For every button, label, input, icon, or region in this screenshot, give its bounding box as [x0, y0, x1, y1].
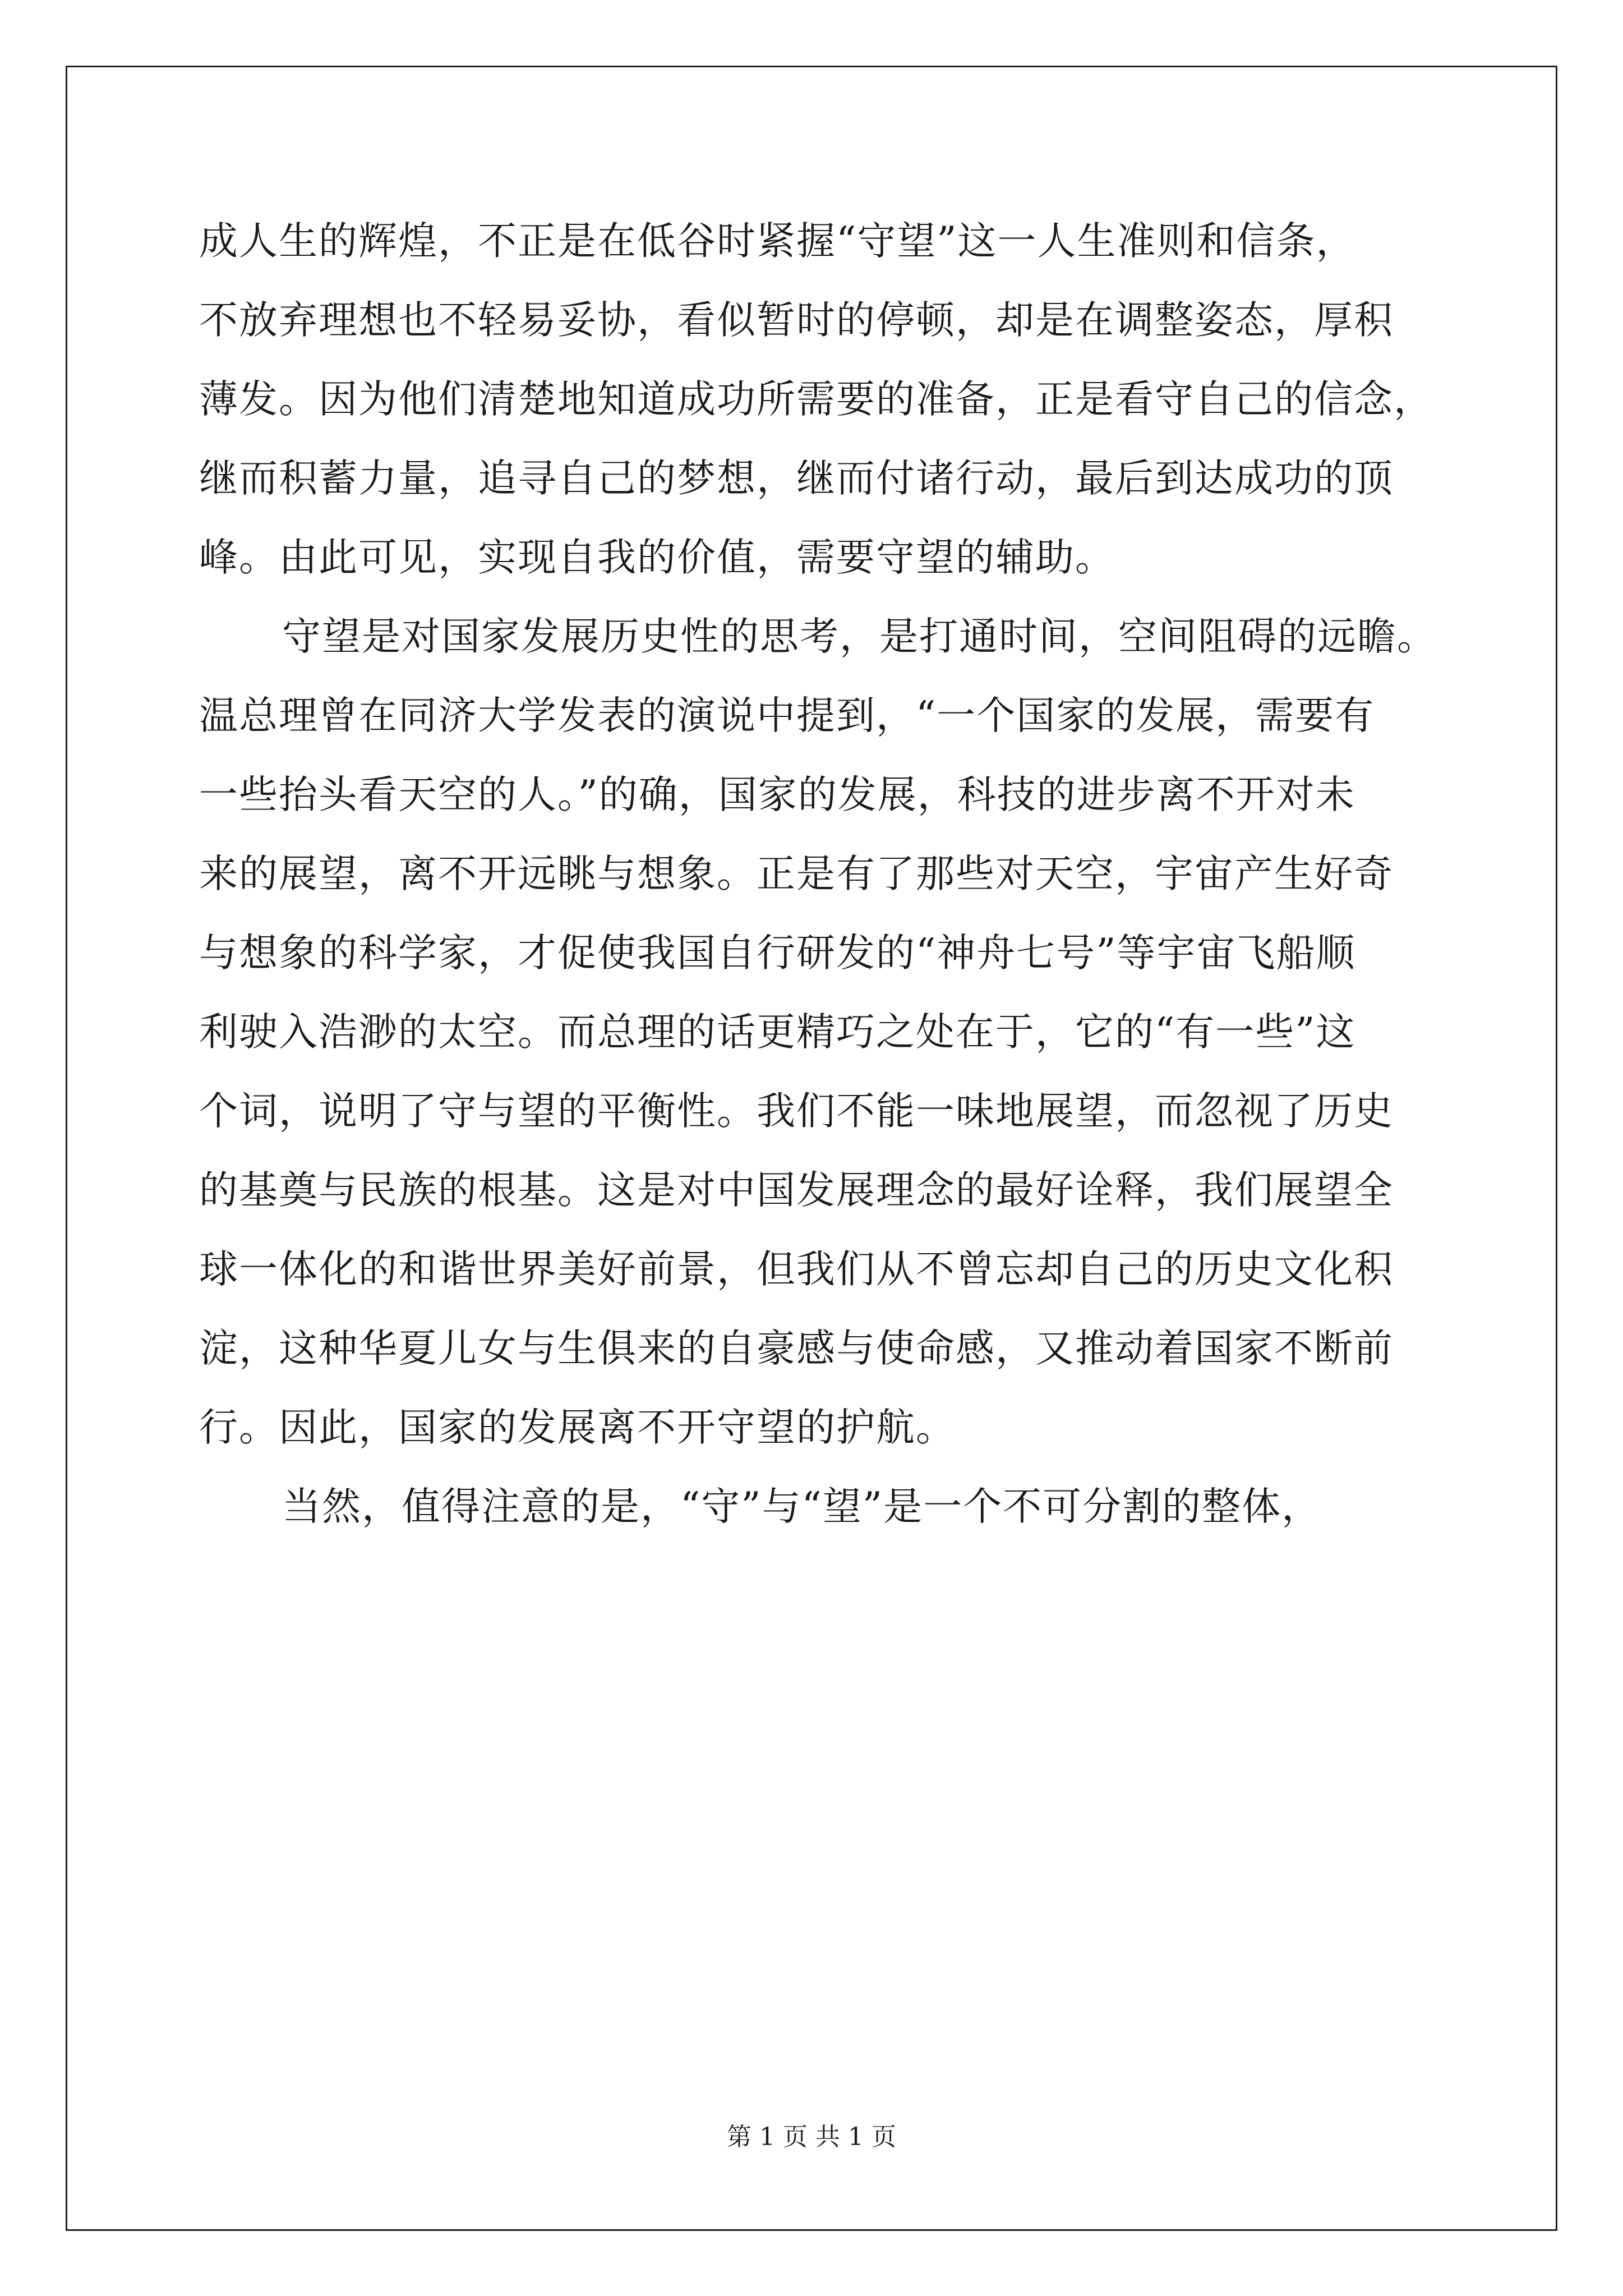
text-line: 淀，这种华夏儿女与生俱来的自豪感与使命感，又推动着国家不断前 — [199, 1326, 1394, 1371]
text-line: 一些抬头看天空的人。”的确，国家的发展，科技的进步离不开对未 — [199, 772, 1355, 817]
document-body — [199, 202, 1444, 1547]
text-line: 薄发。因为他们清楚地知道成功所需要的准备，正是看守自己的信念， — [199, 377, 1433, 422]
text-line: 来的展望，离不开远眺与想象。正是有了那些对天空，宇宙产生好奇 — [199, 852, 1394, 896]
text-line: 成人生的辉煌，不正是在低谷时紧握“守望”这一人生准则和信条， — [199, 219, 1356, 264]
text-line: 温总理曾在同济大学发表的演说中提到，“一个国家的发展，需要有 — [199, 693, 1375, 738]
text-line: 个词，说明了守与望的平衡性。我们不能一味地展望，而忽视了历史 — [199, 1089, 1394, 1134]
text-line: 球一体化的和谐世界美好前景，但我们从不曾忘却自己的历史文化积 — [199, 1247, 1394, 1292]
text-line: 利驶入浩渺的太空。而总理的话更精巧之处在于，它的“有一些”这 — [199, 1010, 1356, 1055]
paragraph-first-line: 当然，值得注意的是，“守”与“望”是一个不可分割的整体， — [282, 1484, 1322, 1529]
page-number-footer: 第 1 页 共 1 页 — [727, 2123, 896, 2151]
text-line: 不放弃理想也不轻易妥协，看似暂时的停顿，却是在调整姿态，厚积 — [199, 298, 1394, 343]
text-line: 峰。由此可见，实现自我的价值，需要守望的辅助。 — [199, 535, 1115, 580]
text-line: 行。因此，国家的发展离不开守望的护航。 — [199, 1405, 956, 1450]
text-line: 的基奠与民族的根基。这是对中国发展理念的最好诠释，我们展望全 — [199, 1168, 1394, 1213]
text-line: 与想象的科学家，才促使我国自行研发的“神舟七号”等宇宙飞船顺 — [199, 931, 1356, 976]
paragraph-first-line: 守望是对国家发展历史性的思考，是打通时间，空间阻碍的远瞻。 — [282, 614, 1437, 659]
text-line: 继而积蓄力量，追寻自己的梦想，继而付诸行动，最后到达成功的顶 — [199, 456, 1394, 501]
